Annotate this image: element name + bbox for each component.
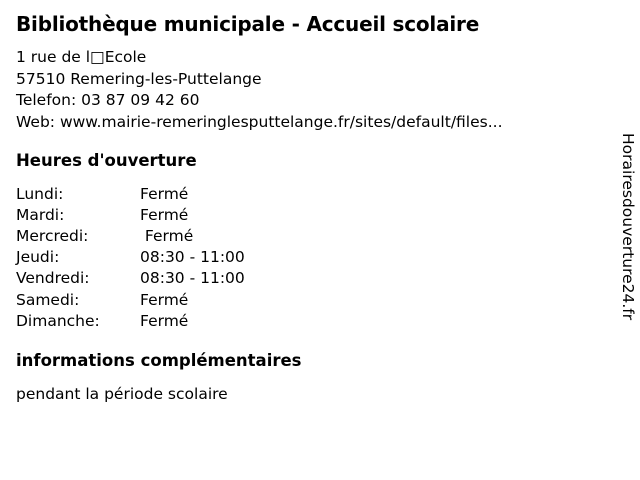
site-watermark: Horairesdouverture24.fr [619, 133, 637, 321]
day-label: Vendredi: [16, 269, 90, 288]
web-line: Web: www.mairie-remeringlesputtelange.fr/sites/default/files... [16, 113, 503, 132]
opening-hours-row-wednesday [16, 226, 600, 247]
contact-block [16, 47, 600, 134]
additional-info-heading: informations complémentaires [16, 351, 302, 371]
day-hours: Fermé [140, 227, 194, 246]
day-label: Samedi: [16, 290, 80, 309]
additional-info-text: pendant la période scolaire [16, 384, 228, 403]
day-hours: Fermé [140, 290, 189, 309]
day-hours: Fermé [140, 205, 189, 224]
address-line-2: 57510 Remering-les-Puttelange [16, 69, 262, 88]
opening-hours-row-friday [16, 268, 600, 289]
day-hours: 08:30 - 11:00 [140, 269, 245, 288]
opening-hours-heading: Heures d'ouverture [16, 150, 197, 170]
day-hours: Fermé [140, 184, 189, 203]
day-label: Jeudi: [16, 248, 60, 267]
opening-hours-row-thursday [16, 247, 600, 268]
phone-line: Telefon: 03 87 09 42 60 [16, 91, 200, 110]
opening-hours-row-sunday [16, 311, 600, 332]
opening-hours-row-saturday [16, 290, 600, 311]
opening-hours-table [16, 184, 600, 332]
address-line-1: 1 rue de l□Ecole [16, 48, 147, 66]
opening-hours-row-monday [16, 184, 600, 205]
day-label: Mardi: [16, 205, 65, 224]
opening-hours-row-tuesday [16, 205, 600, 226]
day-label: Mercredi: [16, 227, 89, 246]
page-title: Bibliothèque municipale - Accueil scolaire [16, 12, 480, 36]
day-label: Lundi: [16, 184, 64, 203]
day-hours: 08:30 - 11:00 [140, 248, 245, 267]
day-label: Dimanche: [16, 311, 100, 330]
day-hours: Fermé [140, 311, 189, 330]
